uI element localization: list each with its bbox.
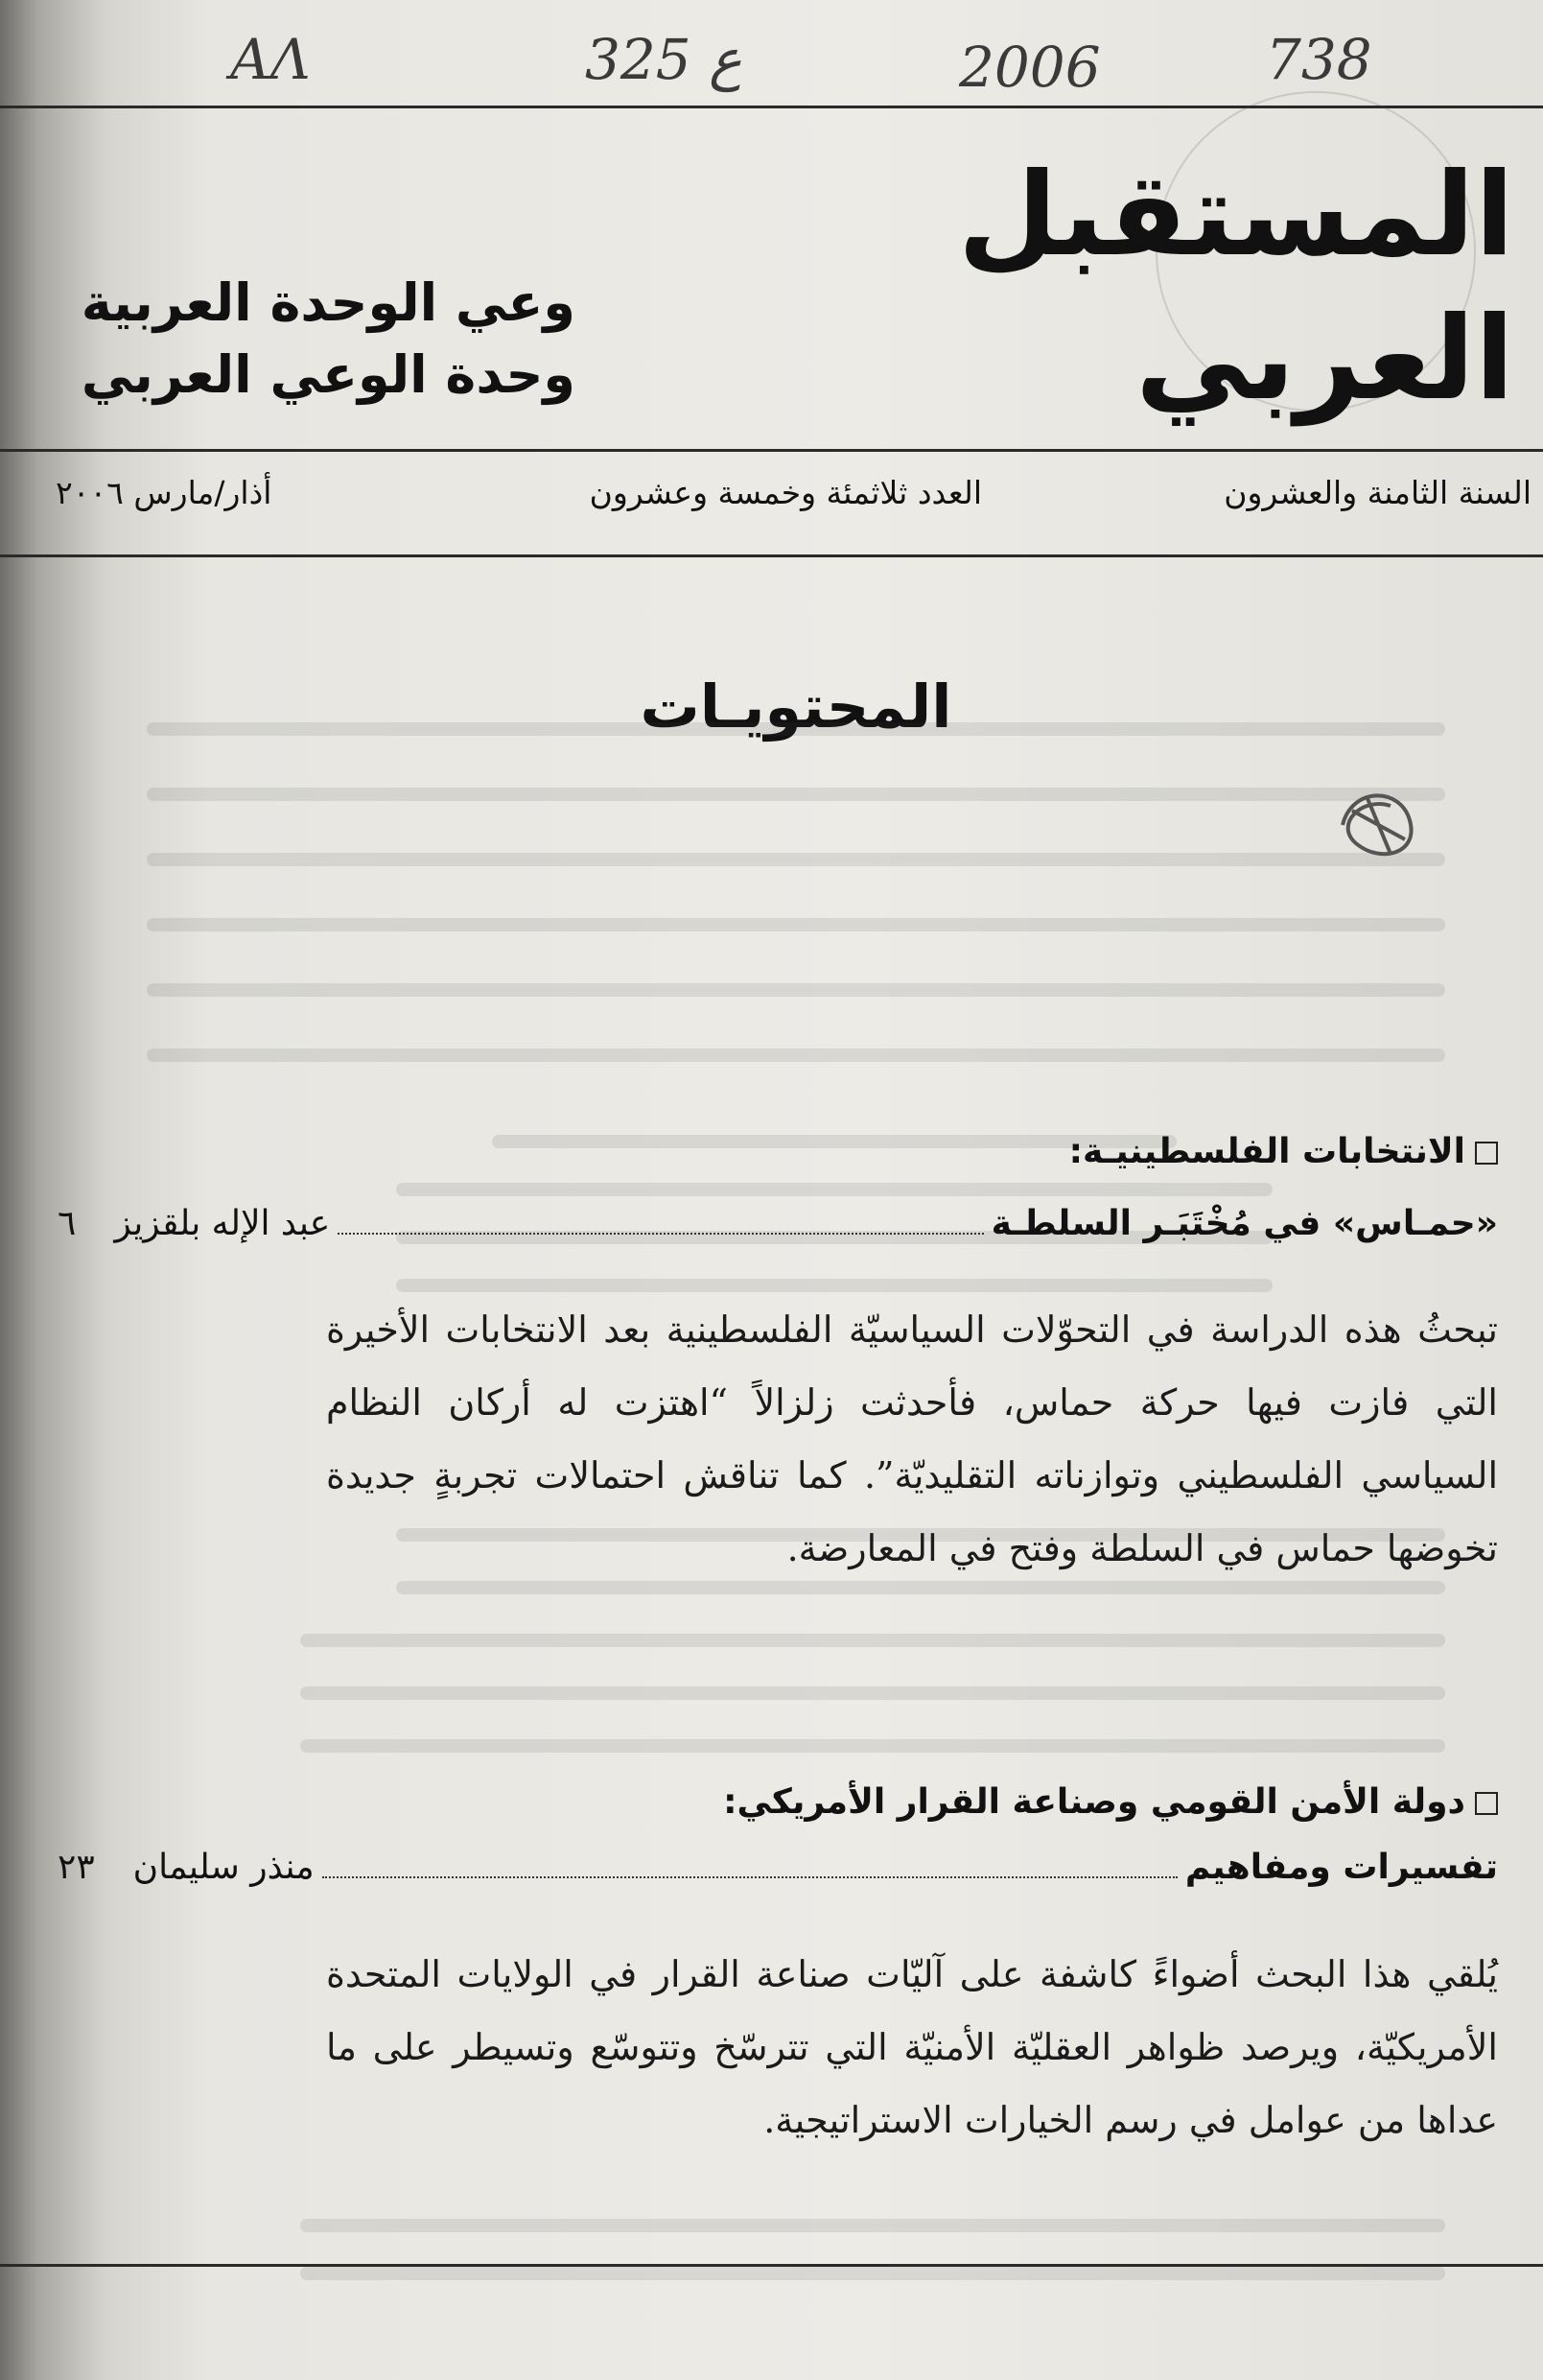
- volume-year: السنة الثامنة والعشرون: [1224, 474, 1531, 511]
- article-2-author: منذر سليمان: [132, 1848, 315, 1887]
- article-2-abstract: يُلقي هذا البحث أضواءً كاشفة على آليّات صناعة القرار في الولايات المتحدة الأمريكيّة، ويرصد ظواهر العقليّة الأمنيّة التي تترسّخ وتتوسّع وتسيطر على ما عداها من عوامل في رسم الخيارات الاستراتيجية.: [326, 1953, 1498, 2141]
- pen-scribble: [1323, 767, 1429, 873]
- leader-dots: [338, 1208, 983, 1235]
- slogan-line-1: وعي الوحدة العربية: [81, 272, 575, 333]
- section-1-heading: [1069, 1132, 1498, 1171]
- handwritten-shelf-mark: ΑΛ: [230, 27, 311, 92]
- issue-number: العدد ثلاثمئة وخمسة وعشرون: [589, 474, 982, 511]
- handwritten-reference: 738: [1266, 27, 1372, 92]
- article-1-page: ٦: [58, 1204, 77, 1243]
- contents-title: المحتويـات: [640, 672, 952, 742]
- issue-date: أذار/مارس ٢٠٠٦: [56, 474, 272, 511]
- slogan-line-2: وحدة الوعي العربي: [81, 344, 575, 405]
- leader-dots: [322, 1851, 1178, 1878]
- checkbox-square-icon: [1475, 1142, 1498, 1165]
- handwritten-issue-number: 325 ع: [585, 27, 742, 92]
- toc-entry-1[interactable]: [58, 1204, 1498, 1250]
- article-1-title: «حمـاس» في مُخْتَبَـر السلطـة: [991, 1204, 1498, 1243]
- handwritten-year: 2006: [959, 35, 1101, 100]
- magazine-logo: المستقبل العربي: [957, 149, 1514, 426]
- section-1-heading-text: الانتخابات الفلسطينيـة:: [1068, 1132, 1465, 1171]
- toc-entry-2[interactable]: [58, 1848, 1498, 1894]
- section-2-heading: [723, 1782, 1498, 1822]
- article-1-author: عبد الإله بلقزيز: [114, 1204, 331, 1243]
- article-2-page: ٢٣: [58, 1848, 95, 1887]
- checkbox-square-icon: [1475, 1792, 1498, 1815]
- bottom-rule: [0, 2264, 1543, 2267]
- section-2-heading-text: دولة الأمن القومي وصناعة القرار الأمريكي:: [723, 1782, 1465, 1822]
- article-1-abstract: تبحثُ هذه الدراسة في التحوّلات السياسيّة الفلسطينية بعد الانتخابات الأخيرة التي فازت فيها حركة حماس، فأحدثت زلزالاً “اهتزت له أركان النظام السياسي الفلسطيني وتوازناته التقليديّة”. كما تناقش احتمالات تجربةٍ جديدة تخوضها حماس في السلطة وفتح في المعارضة.: [326, 1308, 1498, 1569]
- meta-rule: [0, 554, 1543, 557]
- masthead-rule: [0, 449, 1543, 452]
- article-2-title: تفسيرات ومفاهيم: [1184, 1848, 1498, 1887]
